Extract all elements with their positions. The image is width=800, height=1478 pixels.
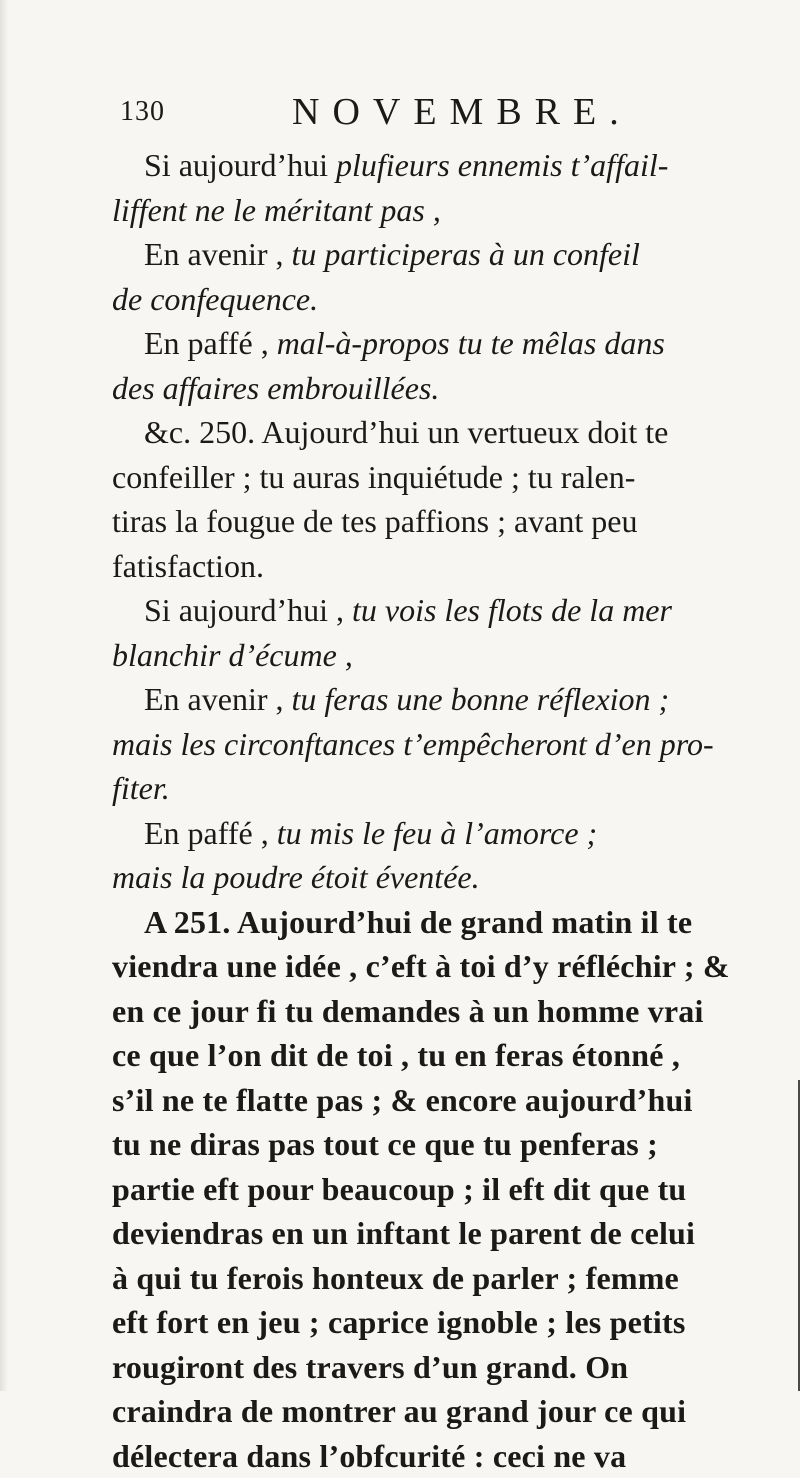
text-span: Si aujourd’hui [144, 147, 336, 183]
text-line: &c. 250. Aujourd’hui un vertueux doit te [112, 410, 762, 455]
text-line: deviendras en un inftant le parent de celui [112, 1211, 762, 1256]
text-line: s’il ne te flatte pas ; & encore aujourd’hui [112, 1078, 762, 1123]
text-line [112, 811, 762, 856]
text-line [112, 588, 762, 633]
page-number: 130 [120, 96, 165, 128]
italic-span: tu mis le feu à l’amorce ; [277, 815, 598, 851]
text-line: mais la poudre étoit éventée. [112, 855, 762, 900]
text-span: En paffé , [144, 815, 277, 851]
text-line: liffent ne le méritant pas , [112, 188, 762, 233]
page-header [120, 90, 760, 140]
italic-span: mal-à-propos tu te mêlas dans [277, 325, 665, 361]
text-line: craindra de montrer au grand jour ce qui [112, 1389, 762, 1434]
text-line: eft fort en jeu ; caprice ignoble ; les petits [112, 1300, 762, 1345]
body-text [112, 143, 762, 1478]
text-span: En avenir , [144, 681, 292, 717]
italic-span: tu participeras à un confeil [292, 236, 640, 272]
text-line: des affaires embrouillées. [112, 366, 762, 411]
text-line [112, 232, 762, 277]
text-line: à qui tu ferois honteux de parler ; femme [112, 1256, 762, 1301]
text-line: rougiront des travers d’un grand. On [112, 1345, 762, 1390]
text-span: Si aujourd’hui , [144, 592, 352, 628]
text-line: A 251. Aujourd’hui de grand matin il te [112, 900, 762, 945]
italic-span: tu vois les flots de la mer [352, 592, 672, 628]
text-line: fatisfaction. [112, 544, 762, 589]
text-line: confeiller ; tu auras inquiétude ; tu ralen- [112, 455, 762, 500]
text-span: En avenir , [144, 236, 292, 272]
text-line: ce que l’on dit de toi , tu en feras étonné , [112, 1033, 762, 1078]
running-title: NOVEMBRE. [292, 90, 632, 134]
text-line: viendra une idée , c’eft à toi d’y réfléchir ; & [112, 944, 762, 989]
text-line: tu ne diras pas tout ce que tu penferas ; [112, 1122, 762, 1167]
text-line: de confequence. [112, 277, 762, 322]
text-line: blanchir d’écume , [112, 633, 762, 678]
text-line [112, 321, 762, 366]
text-line: délectera dans l’obfcurité : ceci ne va [112, 1434, 762, 1478]
italic-span: plufieurs ennemis t’affail- [336, 147, 668, 183]
text-span: En paffé , [144, 325, 277, 361]
text-line: mais les circonftances t’empêcheront d’en pro- [112, 722, 762, 767]
text-line [112, 143, 762, 188]
text-line: en ce jour fi tu demandes à un homme vrai [112, 989, 762, 1034]
page-gutter-shadow [0, 0, 8, 1391]
text-line: fiter. [112, 766, 762, 811]
text-line: partie eft pour beaucoup ; il eft dit que tu [112, 1167, 762, 1212]
italic-span: tu feras une bonne réflexion ; [292, 681, 670, 717]
text-line [112, 677, 762, 722]
text-line: tiras la fougue de tes paffions ; avant peu [112, 499, 762, 544]
